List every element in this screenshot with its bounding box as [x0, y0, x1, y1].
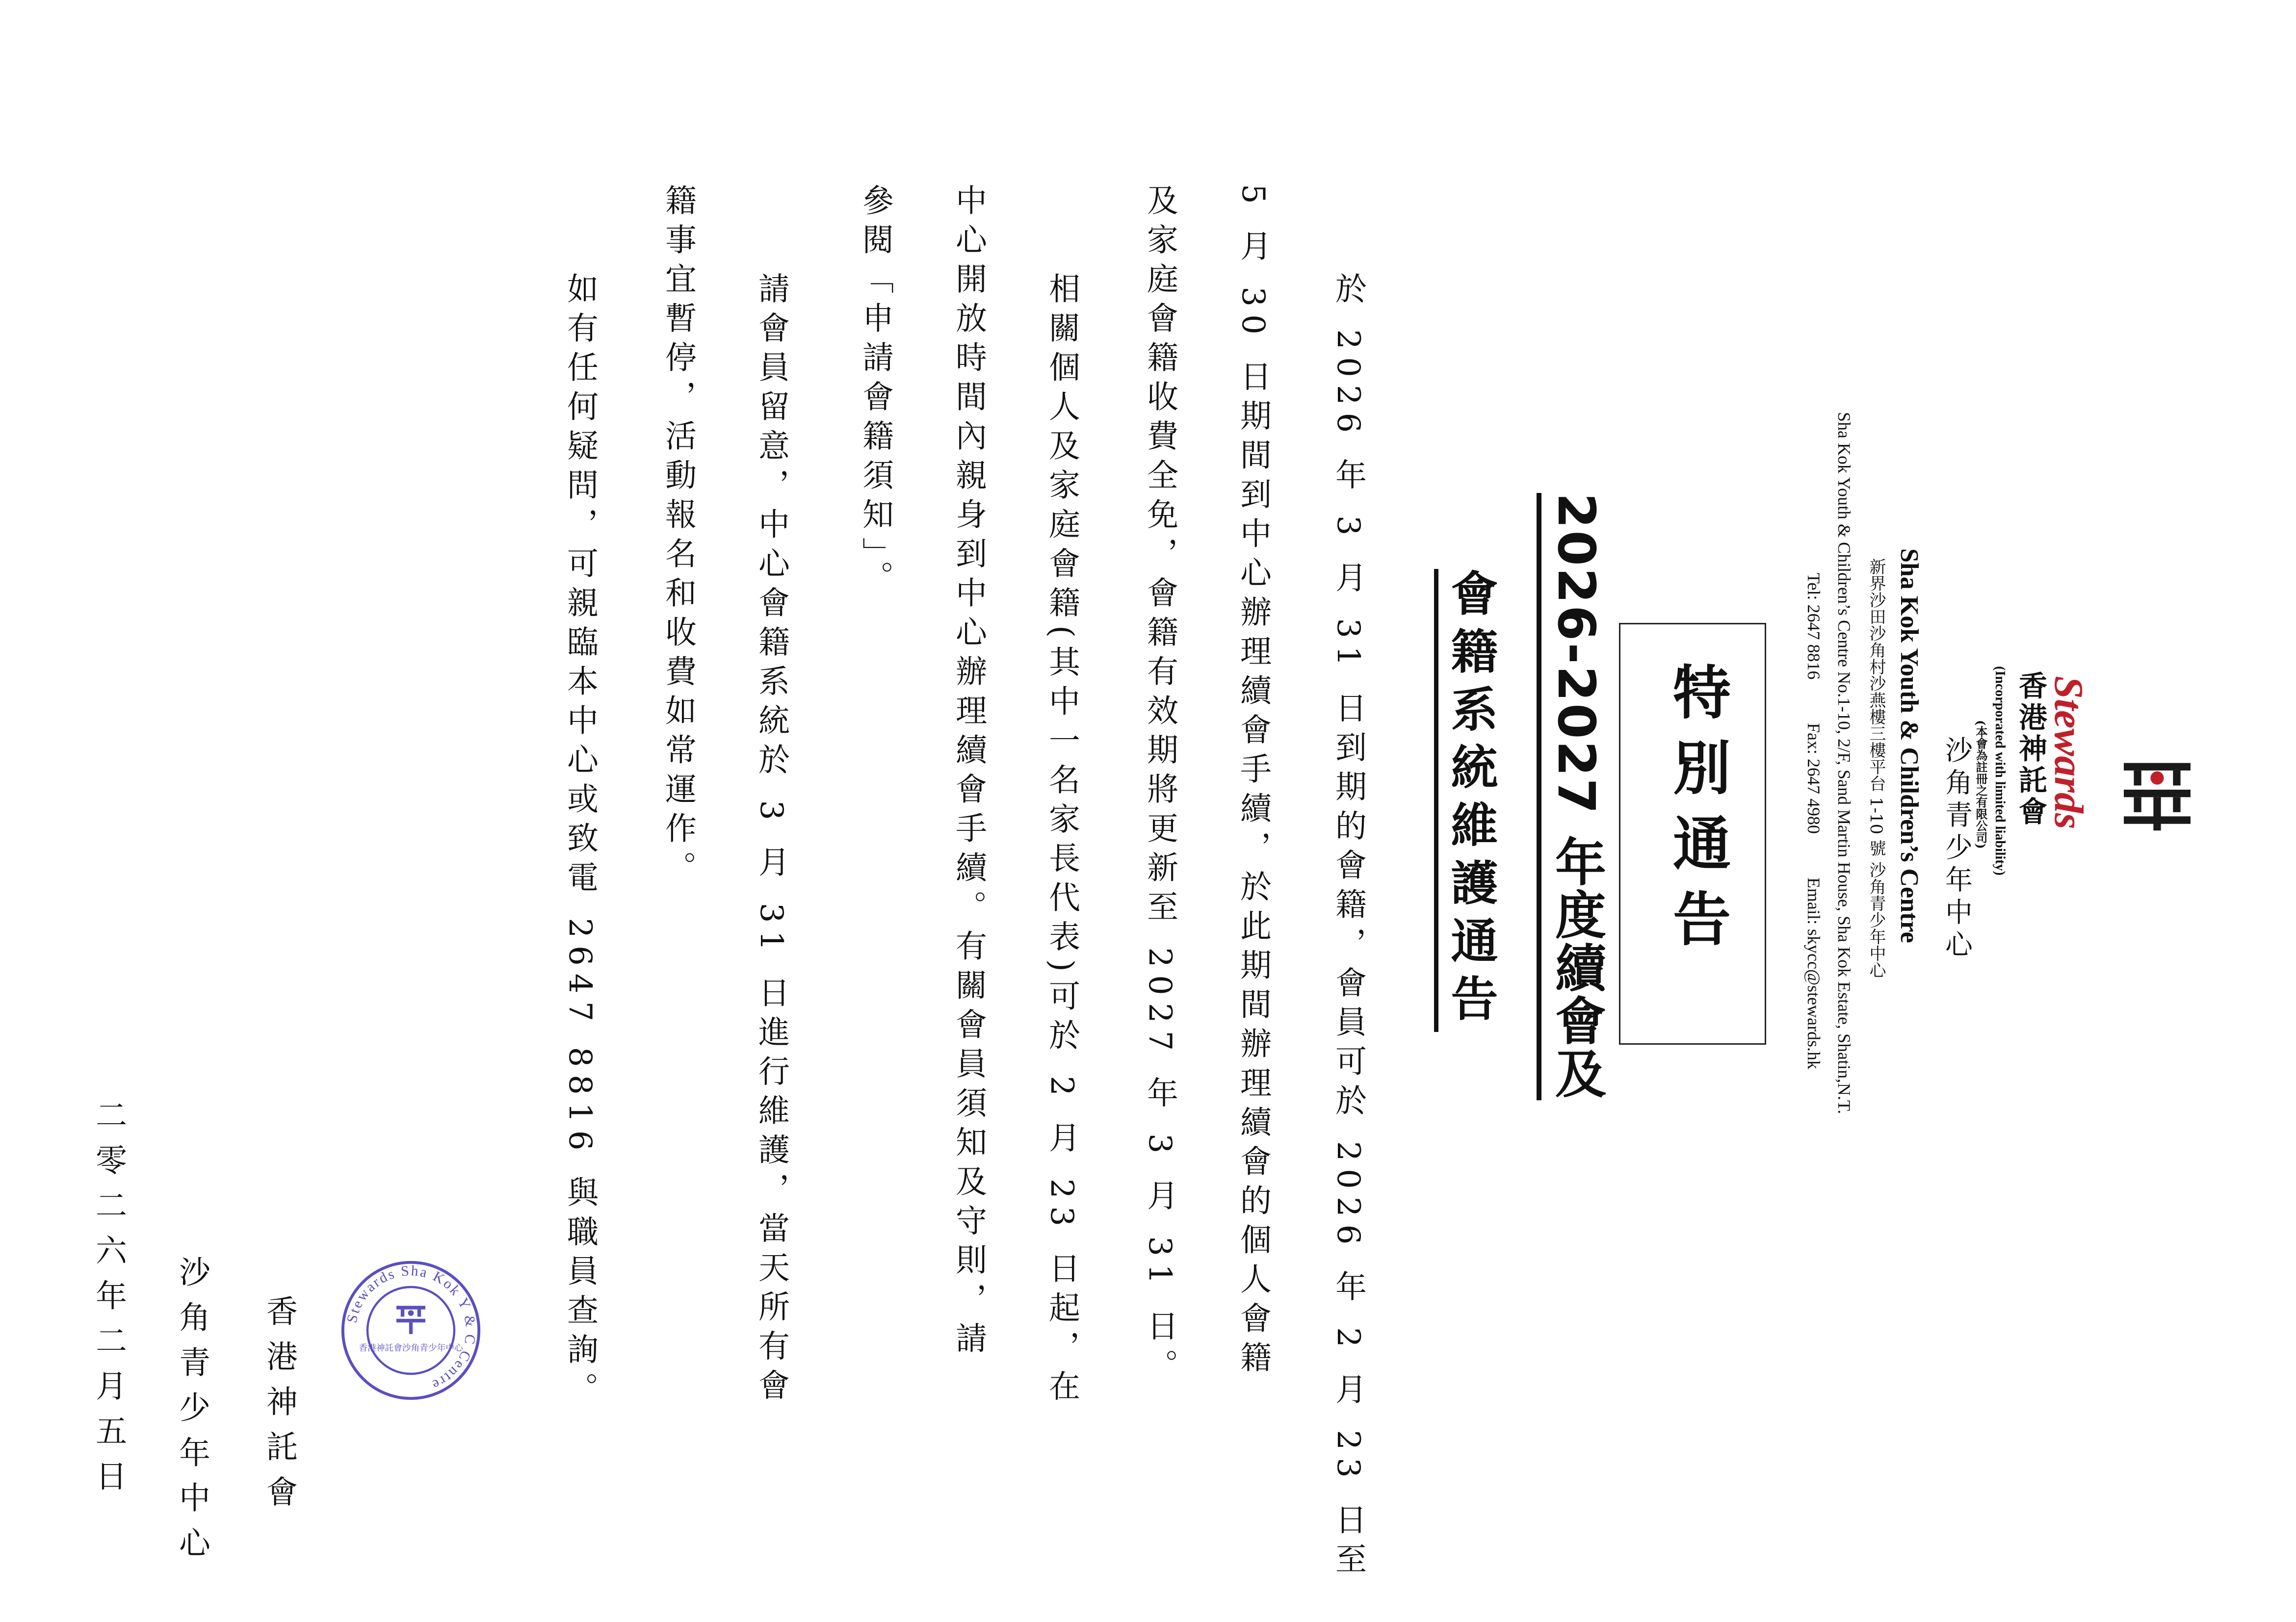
body-line-2: 5 月 30 日期間到中心辦理續會手續，於此期間辦理續會的個人會籍: [1235, 184, 1271, 1381]
centre-english-name: Sha Kok Youth & Children’s Centre: [1895, 548, 1923, 943]
centre-stamp-icon: [339, 1258, 483, 1403]
contact-line: [1803, 573, 1824, 1070]
body-line-8: 籍事宜暫停，活動報名和收費如常運作。: [660, 184, 696, 890]
body-line-3: 及家庭會籍收費全免，會籍有效期將更新至 2027 年 3 月 31 日。: [1142, 184, 1178, 1389]
centre-chinese-name: 沙角青少年中心: [1941, 736, 1973, 962]
email-address: Email: skycc@stewards.hk: [1804, 877, 1824, 1070]
body-line-5: 中心開放時間內親身到中心辦理續會手續。有關會員須知及守則，請: [950, 184, 987, 1361]
address-chinese: 新界沙田沙角村沙燕樓三樓平台 1-10 號 沙角青少年中心: [1866, 558, 1886, 978]
body-line-6: 參閱「申請會籍須知」。: [857, 184, 893, 600]
body-line-1: 於 2026 年 3 月 31 日到期的會籍，會員可於 2026 年 2 月 23 日至: [1330, 272, 1366, 1582]
signature-date: 二零二六年二月五日: [90, 1099, 127, 1505]
notice-subtitle-line-2: 會籍系統維護通告: [1443, 569, 1499, 1032]
notice-title: 特別通告: [1663, 662, 1731, 964]
stamp-inner-text: 香港神託會沙角青少年中心: [359, 1343, 463, 1353]
stewards-logo-icon: [2115, 756, 2199, 840]
body-line-4: 相關個人及家庭會籍(其中一名家長代表)可於 2 月 23 日起，在: [1044, 272, 1080, 1409]
body-line-7: 請會員留意，中心會籍系統於 3 月 31 日進行維護，當天所有會: [753, 272, 789, 1408]
stamp-outer-text: Stewards Sha Kok Y & C Centre: [344, 1263, 479, 1393]
org-chinese-name: 香港神託會: [2014, 671, 2047, 828]
body-line-9: 如有任何疑問，可親臨本中心或致電 2647 8816 與職員查詢。: [562, 272, 598, 1412]
signature-org: 香港神託會: [261, 1295, 297, 1520]
tel-number: Tel: 2647 8816: [1804, 573, 1824, 680]
address-english: Sha Kok Youth & Children’s Centre No.1-10, 2/F, Sand Martin House, Sha Kok Estate, Shatin,N.T.: [1834, 412, 1854, 1114]
signature-centre: 沙角青少年中心: [174, 1256, 210, 1571]
fax-number: Fax: 2647 4980: [1804, 723, 1824, 834]
incorporated-note: (Incorporated with limited liability): [1992, 666, 2008, 875]
org-english-name: Stewards: [2046, 676, 2091, 829]
limited-note-chinese: (本會為註冊之有限公司): [1974, 720, 1988, 849]
notice-subtitle-line-1: 2026-2027 年度續會及: [1546, 493, 1606, 1101]
